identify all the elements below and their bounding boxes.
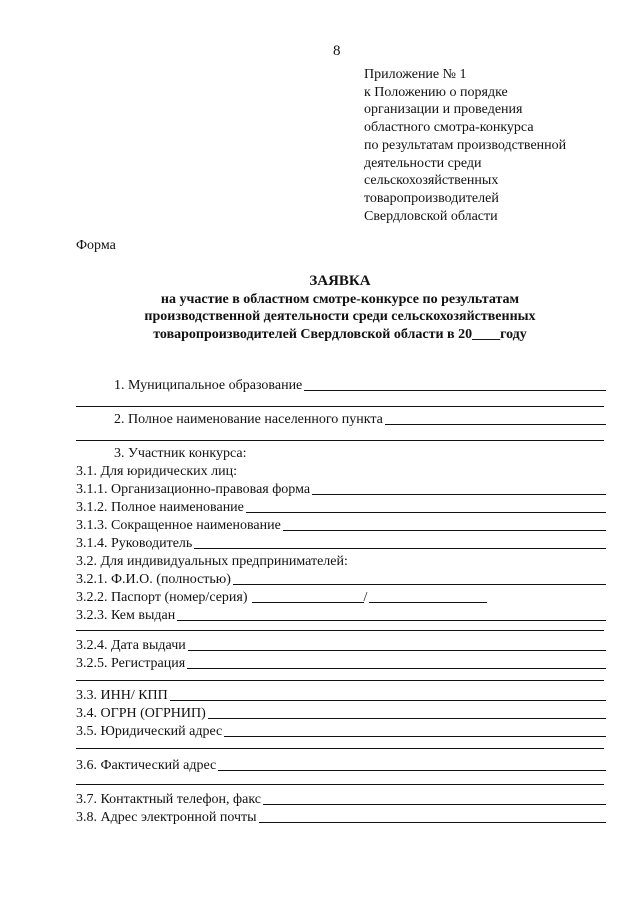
section-label: 3.1. Для юридических лиц: xyxy=(76,464,238,479)
field-short-name xyxy=(76,516,606,534)
field-label: 3.8. Адрес электронной почты xyxy=(76,810,257,825)
field-legal-address xyxy=(76,722,606,740)
field-full-name-person xyxy=(76,570,606,588)
field-ogrn-input-line[interactable] xyxy=(208,718,606,719)
field-label: 3.4. ОГРН (ОГРНИП) xyxy=(76,706,206,721)
field-label: 1. Муниципальное образование xyxy=(114,378,303,393)
field-label: 3.7. Контактный телефон, факс xyxy=(76,792,261,807)
field-issued-by xyxy=(76,606,606,624)
section-label: 3. Участник конкурса: xyxy=(114,446,247,461)
field-label: 3.5. Юридический адрес xyxy=(76,724,223,739)
field-actual-address-input-line[interactable] xyxy=(218,770,606,771)
annex-line: областного смотра-конкурса xyxy=(364,120,534,136)
field-label: 3.1.4. Руководитель xyxy=(76,536,193,551)
field-legal-form xyxy=(76,480,606,498)
page-number: 8 xyxy=(333,43,341,59)
section-label: 3.2. Для индивидуальных предпринимателей: xyxy=(76,554,348,569)
field-actual-address xyxy=(76,756,606,774)
annex-line: Свердловской области xyxy=(364,208,498,224)
field-phone-fax-input-line[interactable] xyxy=(263,804,606,805)
continuation-line[interactable] xyxy=(76,784,604,785)
field-issued-by-input-line[interactable] xyxy=(177,620,606,621)
document-title xyxy=(60,273,620,343)
field-registration xyxy=(76,654,606,672)
field-municipality xyxy=(114,376,606,394)
annex-line: к Положению о порядке xyxy=(364,84,508,100)
field-inn-kpp xyxy=(76,686,606,704)
title-line: на участие в областном смотре-конкурсе по результатам xyxy=(160,291,520,307)
field-issue-date xyxy=(76,636,606,654)
field-registration-input-line[interactable] xyxy=(187,668,606,669)
continuation-line[interactable] xyxy=(76,680,604,681)
field-settlement xyxy=(114,410,606,428)
field-director-input-line[interactable] xyxy=(194,548,606,549)
passport-separator: / xyxy=(363,590,368,605)
title-line: товаропроизводителей Свердловской области в 20____году xyxy=(153,326,527,342)
continuation-line[interactable] xyxy=(76,440,604,441)
field-issue-date-input-line[interactable] xyxy=(188,650,606,651)
field-label: 3.6. Фактический адрес xyxy=(76,758,217,773)
form-label: Форма xyxy=(76,238,116,253)
field-inn-kpp-input-line[interactable] xyxy=(170,700,606,701)
field-legal-address-input-line[interactable] xyxy=(224,736,606,737)
field-municipality-input-line[interactable] xyxy=(304,390,606,391)
field-passport xyxy=(76,588,606,606)
field-email xyxy=(76,808,606,826)
annex-line: организации и проведения xyxy=(364,102,523,118)
subsection-entrepreneurs xyxy=(76,552,606,570)
annex-line: деятельности среди xyxy=(364,155,482,171)
annex-line: по результатам производственной xyxy=(364,137,567,153)
field-phone-fax xyxy=(76,790,606,808)
field-label: 3.1.1. Организационно-правовая форма xyxy=(76,482,311,497)
field-label: 3.1.3. Сокращенное наименование xyxy=(76,518,281,533)
passport-series-input-line[interactable] xyxy=(369,602,487,603)
field-label: 3.2.4. Дата выдачи xyxy=(76,638,186,653)
field-label: 3.3. ИНН/ КПП xyxy=(76,688,168,703)
annex-line: товаропроизводителей xyxy=(364,190,499,206)
continuation-line[interactable] xyxy=(76,748,604,749)
field-label: 2. Полное наименование населенного пункта xyxy=(114,412,383,427)
field-full-name-input-line[interactable] xyxy=(246,512,606,513)
annex-line: сельскохозяйственных xyxy=(364,173,499,189)
field-legal-form-input-line[interactable] xyxy=(312,494,606,495)
title-line: производственной деятельности среди сельскохозяйственных xyxy=(144,309,536,324)
title-heading: ЗАЯВКА xyxy=(309,273,371,289)
continuation-line[interactable] xyxy=(76,406,604,407)
annex-line: Приложение № 1 xyxy=(364,67,467,82)
field-label: 3.2.3. Кем выдан xyxy=(76,608,176,623)
field-email-input-line[interactable] xyxy=(259,822,606,823)
field-label: 3.1.2. Полное наименование xyxy=(76,500,244,515)
field-label: 3.2.5. Регистрация xyxy=(76,656,186,671)
continuation-line[interactable] xyxy=(76,630,604,631)
section-participant xyxy=(114,444,606,462)
field-short-name-input-line[interactable] xyxy=(283,530,606,531)
passport-number-input-line[interactable] xyxy=(252,602,364,603)
field-label: 3.2.2. Паспорт (номер/серия) xyxy=(76,590,248,605)
annex-block xyxy=(364,66,566,225)
field-full-name xyxy=(76,498,606,516)
field-label: 3.2.1. Ф.И.О. (полностью) xyxy=(76,572,231,587)
field-settlement-input-line[interactable] xyxy=(385,424,606,425)
field-full-name-person-input-line[interactable] xyxy=(233,584,606,585)
field-ogrn xyxy=(76,704,606,722)
field-director xyxy=(76,534,606,552)
subsection-legal-entities xyxy=(76,462,606,480)
